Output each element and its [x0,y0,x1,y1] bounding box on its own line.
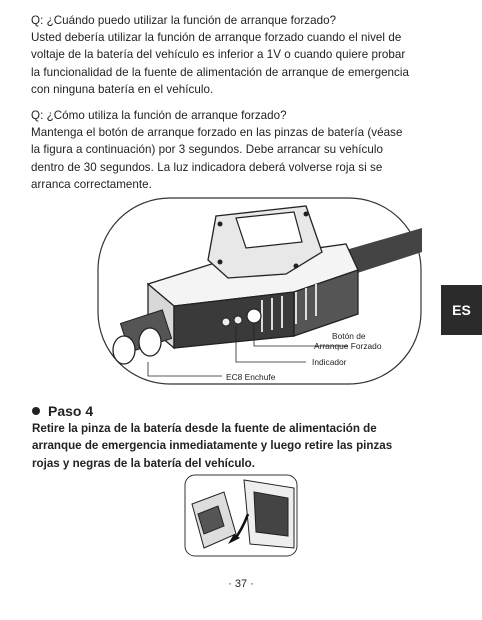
remove-clamp-illustration [184,474,298,557]
step-4-body [32,420,452,472]
qa-how-answer-line-4: arranca correctamente. [31,177,152,191]
qa-how-question: Q: ¿Cómo utiliza la función de arranque forzado? [31,109,287,122]
step-4-heading [32,403,93,419]
label-boost-button-1: Botón de [332,331,366,341]
label-boost-button-2: Arranque Forzado [314,341,382,351]
page-number: · 37 · [228,578,254,590]
step-4-line-1: Retire la pinza de la batería desde la fuente de alimentación de [32,422,377,435]
qa-when-answer-line-2: voltaje de la batería del vehículo es inferior a 1V o cuando quiere probar [31,48,406,62]
plug-pin-1 [113,336,135,364]
clamp-grip [254,492,288,536]
step-4-title: Paso 4 [48,403,94,419]
qa-when-answer-line-1: Usted debería utilizar la función de arranque forzado cuando el nivel de [31,31,402,45]
bullet-icon [32,407,40,415]
clamp-illustration [96,196,423,392]
qa-when-answer-line-4: con ninguna batería en el vehículo. [31,82,214,96]
step-4-line-3: rojas y negras de la batería del vehículo. [32,456,255,470]
qa-how-section [31,107,456,193]
qa-how-answer-line-3: dentro de 30 segundos. La luz indicadora deberá volverse roja si se [31,160,383,174]
indicator-light [222,318,230,326]
qa-when-section [31,12,456,98]
qa-how-answer-line-1: Mantenga el botón de arranque forzado en las pinzas de batería (véase [31,126,403,140]
language-tab: ES [441,285,482,335]
display-window [236,212,302,248]
boost-button [247,309,261,323]
indicator-light-2 [234,316,242,324]
qa-how-answer-line-2: la figura a continuación) por 3 segundos. Debe arrancar su vehículo [31,143,384,157]
plug-pin-2 [139,328,161,356]
qa-when-answer-line-3: la funcionalidad de la fuente de alimentación de arranque de emergencia [31,65,410,79]
label-ec8-plug: EC8 Enchufe [226,372,276,382]
step-4-line-2: arranque de emergencia inmediatamente y luego retire las pinzas [32,439,393,453]
qa-when-question: Q: ¿Cuándo puedo utilizar la función de arranque forzado? [31,14,337,27]
label-indicator: Indicador [312,357,347,367]
